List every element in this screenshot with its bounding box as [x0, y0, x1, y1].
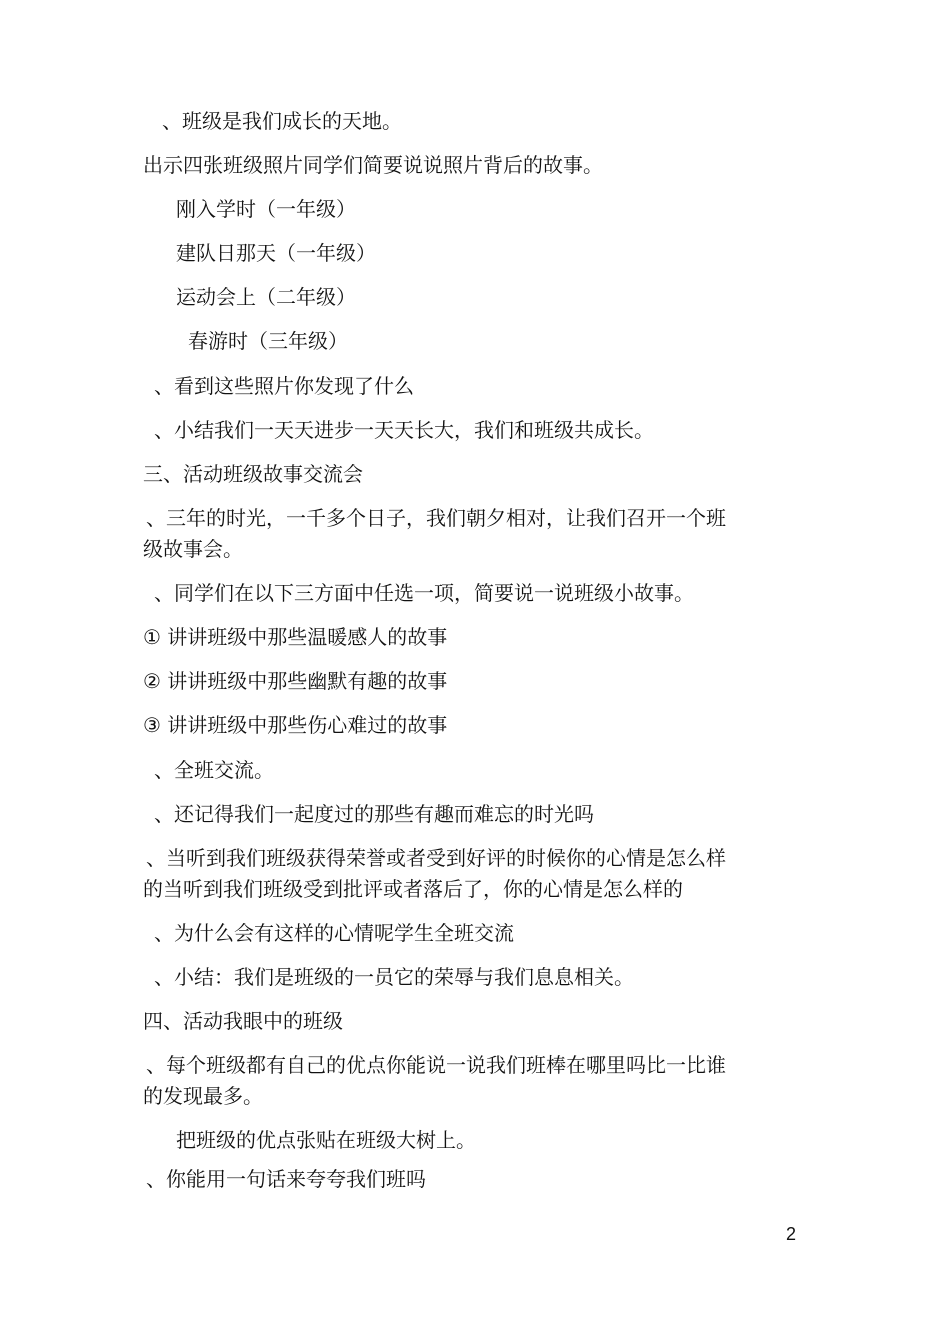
text-line: 把班级的优点张贴在班级大树上。 — [176, 1128, 476, 1152]
text-line: 、全班交流。 — [154, 758, 274, 782]
text-line: 的发现最多。 — [143, 1084, 263, 1108]
section-heading: 四、活动我眼中的班级 — [143, 1009, 343, 1033]
text-line: 运动会上（二年级） — [176, 285, 356, 309]
text-line: 建队日那天（一年级） — [176, 241, 376, 265]
text-line: 的当听到我们班级受到批评或者落后了，你的心情是怎么样的 — [143, 877, 683, 901]
list-item: ① 讲讲班级中那些温暖感人的故事 — [143, 625, 448, 649]
text-line: 级故事会。 — [143, 537, 243, 561]
text-line: 、同学们在以下三方面中任选一项，简要说一说班级小故事。 — [154, 581, 694, 605]
text-line: 、班级是我们成长的天地。 — [162, 109, 402, 133]
text-line: 、三年的时光，一千多个日子，我们朝夕相对，让我们召开一个班 — [146, 506, 726, 530]
text-line: 、看到这些照片你发现了什么 — [154, 374, 414, 398]
text-line: 、当听到我们班级获得荣誉或者受到好评的时候你的心情是怎么样 — [146, 846, 726, 870]
page-number: 2 — [786, 1224, 797, 1244]
text-line: 、还记得我们一起度过的那些有趣而难忘的时光吗 — [154, 802, 594, 826]
text-line: 、小结我们一天天进步一天天长大，我们和班级共成长。 — [154, 418, 654, 442]
text-line: 春游时（三年级） — [188, 329, 348, 353]
text-line: 、为什么会有这样的心情呢学生全班交流 — [154, 921, 514, 945]
text-line: 、你能用一句话来夸夸我们班吗 — [146, 1167, 426, 1191]
section-heading: 三、活动班级故事交流会 — [143, 462, 363, 486]
list-item: ② 讲讲班级中那些幽默有趣的故事 — [143, 669, 448, 693]
text-line: 、小结：我们是班级的一员它的荣辱与我们息息相关。 — [154, 965, 634, 989]
list-item: ③ 讲讲班级中那些伤心难过的故事 — [143, 713, 448, 737]
text-line: 出示四张班级照片同学们简要说说照片背后的故事。 — [143, 153, 603, 177]
text-line: 、每个班级都有自己的优点你能说一说我们班棒在哪里吗比一比谁 — [146, 1053, 726, 1077]
text-line: 刚入学时（一年级） — [176, 197, 356, 221]
